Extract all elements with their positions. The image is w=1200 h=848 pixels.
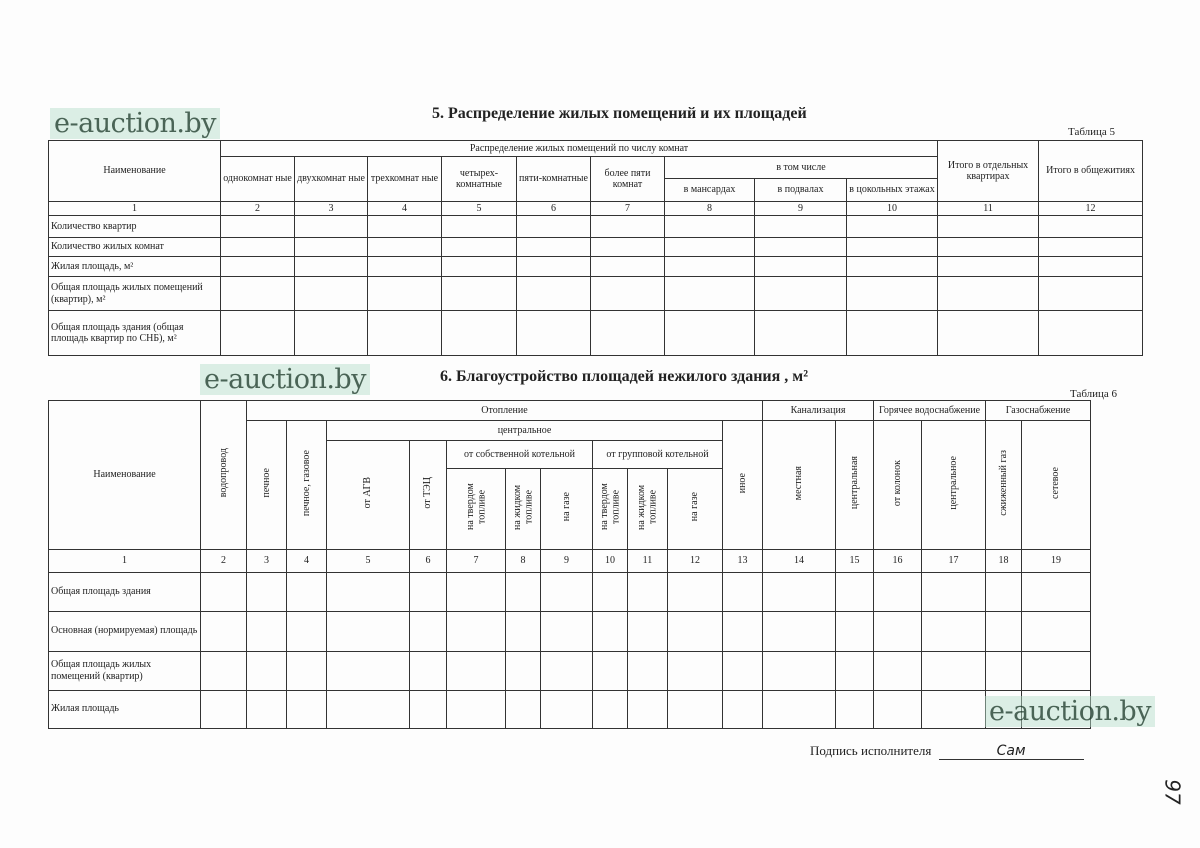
column-number: 4 [287,549,327,572]
row-label: Общая площадь здания (общая площадь квартир по СНБ), м² [49,311,221,356]
table-cell [247,651,287,690]
table-cell [221,311,295,356]
incl-header: в том числе [665,157,938,179]
total-apartments-header: Итого в отдельных квартирах [938,141,1039,202]
col-header: сетевое [1050,466,1062,500]
col-header: на жидком топливе [511,484,534,530]
column-number: 14 [763,549,836,572]
table-cell [287,690,327,728]
table-cell [665,238,755,257]
col-header: центральная [848,456,860,510]
table-cell [295,257,368,277]
table-cell [517,311,591,356]
table-cell [442,216,517,238]
col-header: от колонок [891,459,903,507]
watermark: e-auction.by [200,364,370,395]
table-cell [541,651,593,690]
col-header: в подвалах [755,179,847,202]
column-number: 13 [723,549,763,572]
table-cell [247,690,287,728]
row-label: Количество квартир [49,216,221,238]
table-cell [922,572,986,611]
table-cell [327,651,410,690]
table-cell [665,277,755,311]
column-number: 7 [447,549,506,572]
col-header: центральное [947,456,959,510]
table-cell [986,572,1022,611]
table-cell [922,651,986,690]
column-numbers-row [49,549,1091,572]
table-cell [591,311,665,356]
table-cell [938,257,1039,277]
column-number: 11 [628,549,668,572]
table-cell [922,690,986,728]
table-cell [368,216,442,238]
table-cell [938,311,1039,356]
table-cell [506,572,541,611]
table-cell [665,311,755,356]
table-cell [541,690,593,728]
table-cell [874,611,922,651]
column-number: 2 [201,549,247,572]
watermark: e-auction.by [985,696,1155,727]
group-header: Распределение жилых помещений по числу комнат [221,141,938,157]
col-header: на жидком топливе [636,484,659,530]
table-cell [628,611,668,651]
table-cell [723,690,763,728]
table-cell [295,277,368,311]
table-cell [763,690,836,728]
table-cell [410,651,447,690]
col-header: на твердом топливе [464,483,487,531]
table-cell [591,216,665,238]
col-header: в цокольных этажах [847,179,938,202]
column-numbers-row [49,202,1143,216]
column-number: 7 [591,202,665,216]
gas-supply-header: Газоснабжение [986,401,1091,421]
table-cell [755,257,847,277]
signature-block [810,743,1084,760]
table-row [49,238,1143,257]
table-cell [755,311,847,356]
central-header: центральное [327,421,723,441]
table-cell [1039,238,1143,257]
table-cell [1022,572,1091,611]
table-cell [836,572,874,611]
table-cell [938,277,1039,311]
name-header: Наименование [49,141,221,202]
table-cell [591,277,665,311]
table-cell [591,238,665,257]
table-cell [628,690,668,728]
table-row [49,611,1091,651]
column-number: 5 [327,549,410,572]
column-number: 6 [410,549,447,572]
table-cell [368,238,442,257]
col-header: на газе [689,492,701,522]
table-cell [593,572,628,611]
col-header: водопровод [217,448,229,498]
signature-label: Подпись исполнителя [810,743,932,758]
table-cell [447,611,506,651]
column-number: 18 [986,549,1022,572]
table5 [48,140,1143,356]
table-cell [506,611,541,651]
table-cell [755,277,847,311]
signature-handwritten: Сам [939,743,1084,760]
table-cell [201,572,247,611]
table-cell [1039,311,1143,356]
column-number: 6 [517,202,591,216]
table-row [49,651,1091,690]
sewer-header: Канализация [763,401,874,421]
table-cell [506,651,541,690]
table-cell [1039,257,1143,277]
col-header: двухкомнат ные [295,157,368,202]
column-number: 12 [1039,202,1143,216]
table5-title: 5. Распределение жилых помещений и их площадей [432,105,807,122]
column-number: 4 [368,202,442,216]
table-cell [1022,611,1091,651]
table-row [49,257,1143,277]
column-number: 8 [506,549,541,572]
row-label: Общая площадь жилых помещений (квартир) [49,651,201,690]
name-header: Наименование [49,401,201,550]
table-row [49,311,1143,356]
table-cell [287,651,327,690]
watermark: e-auction.by [50,108,220,139]
table-cell [668,651,723,690]
table-cell [763,651,836,690]
table-cell [517,238,591,257]
table-cell [986,611,1022,651]
table6-label: Таблица 6 [1070,388,1118,400]
table-cell [201,651,247,690]
col-header: сжиженный газ [997,450,1009,516]
column-number: 17 [922,549,986,572]
column-number: 10 [847,202,938,216]
table-cell [847,257,938,277]
table-cell [295,216,368,238]
col-header: однокомнат ные [221,157,295,202]
column-number: 1 [49,202,221,216]
row-label: Основная (нормируемая) площадь [49,611,201,651]
row-label: Жилая площадь, м² [49,257,221,277]
table-cell [517,257,591,277]
table-cell [668,690,723,728]
column-number: 3 [247,549,287,572]
col-header: от АГВ [362,477,374,509]
table-cell [763,611,836,651]
table-cell [847,216,938,238]
table-cell [922,611,986,651]
table-cell [836,611,874,651]
table-cell [221,216,295,238]
table6 [48,400,1091,729]
table-cell [593,651,628,690]
table-cell [755,216,847,238]
column-number: 1 [49,549,201,572]
table-cell [847,238,938,257]
row-label: Жилая площадь [49,690,201,728]
table-cell [628,572,668,611]
table-cell [368,277,442,311]
col-header: печное, газовое [300,449,312,517]
table-cell [447,651,506,690]
row-label: Количество жилых комнат [49,238,221,257]
column-number: 2 [221,202,295,216]
table-cell [447,572,506,611]
col-header: на твердом топливе [598,483,621,531]
column-number: 12 [668,549,723,572]
table-cell [593,611,628,651]
table5-label: Таблица 5 [1068,126,1116,138]
column-number: 16 [874,549,922,572]
table-cell [628,651,668,690]
column-number: 9 [755,202,847,216]
col-header: местная [793,465,805,501]
table-cell [287,572,327,611]
group-boiler-header: от групповой котельной [593,441,723,469]
table-cell [442,311,517,356]
table-cell [201,611,247,651]
table-cell [874,572,922,611]
col-header: в мансардах [665,179,755,202]
table-cell [723,651,763,690]
table-cell [591,257,665,277]
table-cell [541,611,593,651]
row-label: Общая площадь здания [49,572,201,611]
table-cell [368,257,442,277]
table-cell [247,572,287,611]
table-cell [327,611,410,651]
table-cell [247,611,287,651]
table-cell [287,611,327,651]
table-cell [517,216,591,238]
row-label: Общая площадь жилых помещений (квартир), м² [49,277,221,311]
col-header: пяти-комнатные [517,157,591,202]
column-number: 5 [442,202,517,216]
table-cell [221,257,295,277]
column-number: 3 [295,202,368,216]
table-cell [201,690,247,728]
table-cell [506,690,541,728]
column-number: 15 [836,549,874,572]
col-header: от ТЭЦ [422,477,434,509]
col-header: на газе [560,492,572,522]
table-cell [836,651,874,690]
table-cell [1039,216,1143,238]
table6-title: 6. Благоустройство площадей нежилого здания , м² [440,368,808,385]
table-cell [410,611,447,651]
column-number: 11 [938,202,1039,216]
table-cell [447,690,506,728]
table-cell [368,311,442,356]
col-header: четырех-комнатные [442,157,517,202]
col-header: иное [736,472,748,494]
table-cell [668,611,723,651]
table-cell [593,690,628,728]
table-cell [410,690,447,728]
table-cell [847,277,938,311]
table-cell [763,572,836,611]
table-cell [517,277,591,311]
table-cell [295,238,368,257]
col-header: печное [260,468,272,498]
table-cell [410,572,447,611]
own-boiler-header: от собственной котельной [447,441,593,469]
col-header: трехкомнат ные [368,157,442,202]
table-cell [668,572,723,611]
heating-header: Отопление [247,401,763,421]
table-row [49,572,1091,611]
table-cell [221,277,295,311]
table-cell [723,572,763,611]
page-number: 97 [1160,779,1185,805]
table-cell [986,651,1022,690]
table-cell [442,238,517,257]
table-cell [1039,277,1143,311]
table-cell [442,277,517,311]
table-cell [665,257,755,277]
table-cell [847,311,938,356]
table-cell [541,572,593,611]
table-cell [874,651,922,690]
table-cell [938,238,1039,257]
table-row [49,277,1143,311]
table-cell [723,611,763,651]
table-cell [755,238,847,257]
hot-water-header: Горячее водоснабжение [874,401,986,421]
table-cell [874,690,922,728]
column-number: 8 [665,202,755,216]
table-cell [665,216,755,238]
table-cell [442,257,517,277]
table-cell [327,572,410,611]
column-number: 10 [593,549,628,572]
table-cell [1022,651,1091,690]
column-number: 19 [1022,549,1091,572]
table-cell [938,216,1039,238]
table-cell [327,690,410,728]
table-cell [221,238,295,257]
table-row [49,216,1143,238]
total-dorms-header: Итого в общежитиях [1039,141,1143,202]
column-number: 9 [541,549,593,572]
table-row [49,690,1091,728]
table-cell [295,311,368,356]
table-cell [836,690,874,728]
col-header: более пяти комнат [591,157,665,202]
